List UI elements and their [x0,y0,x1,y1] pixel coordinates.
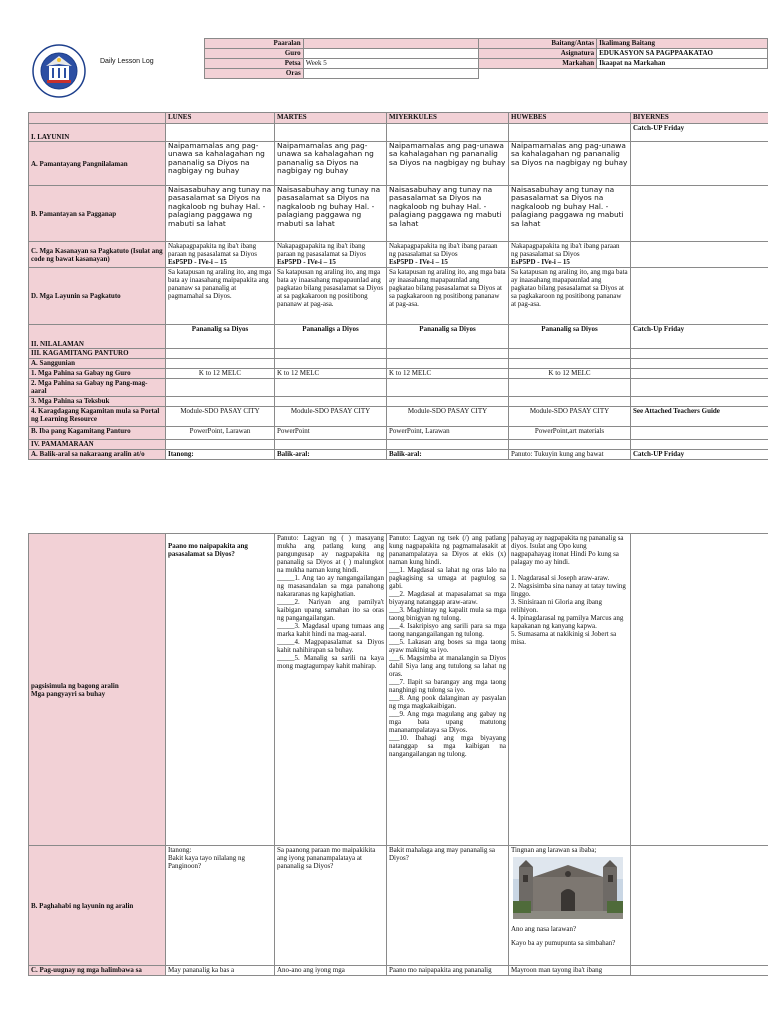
row-label-gabay-mag-aaral: 2. Mga Pahina sa Gabay ng Pang-mag-aaral [29,379,166,397]
layunin-pagkatuto-thu: Sa katapusan ng araling ito, ang mga bata ay inaasahang mapapaunlad ang pagkatao bilang pasasalamat sa Diyos at sa pagkakaroon ng positibong pananaw at pag-asa. [509,268,631,325]
day-thursday: HUWEBES [509,113,631,124]
kasanayan-code: EsP5PD - IVe-i – 15 [277,258,336,266]
layunin-pagkatuto-mon: Sa katapusan ng araling ito, ang mga bata ay inaasahang maipapakita ang pananaw sa pananalig at pagmamahal sa Diyos. [166,268,275,325]
balik-aral-fri: Catch-UP Friday [631,450,768,460]
kasanayan-tue [275,242,387,268]
row-label-nilalaman: II. NILALAMAN [29,325,166,349]
pamantayan-pagganap-thu: Naisasabuhay ang tunay na pasasalamat sa Diyos na nagkaloob ng buhay Hal. -palagiang paggawa ng mabuti sa lahat [509,186,631,242]
row-label-lr-portal: 4. Karagdagang Kagamitan mula sa Portal ng Learning Resource [29,407,166,427]
pag-uugnay-mon: May pananalig ka bas a [166,966,275,976]
kasanayan-text: Nakapagpapakita ng iba't ibang paraan ng pasasalamat sa Diyos [511,242,620,258]
kasanayan-text: Nakapagpapakita ng iba't ibang paraan ng pasasalamat sa Diyos [389,242,498,258]
kasanayan-code: EsP5PD - IVe-i – 15 [168,258,227,266]
nilalaman-fri: Catch-Up Friday [631,325,768,349]
oras-value [303,69,478,79]
day-friday: BIYERNES [631,113,768,124]
pamantayang-pangnilalaman-mon: Naipamamalas ang pag-unawa sa kahalagahan ng pananalig sa Diyos na nagbigay ng buhay [166,142,275,186]
balik-aral-tue: Balik-aral: [275,450,387,460]
guro-label: Guro [205,49,304,59]
row-label-teksbuk: 3. Mga Pahina sa Teksbuk [29,397,166,407]
row-label-pamantayang-pangnilalaman: A. Pamantayang Pangnilalaman [29,142,166,186]
gabay-guro-mon: K to 12 MELC [166,369,275,379]
lr-portal-wed: Module-SDO PASAY CITY [387,407,509,427]
balik-aral-mon: Itanong: [166,450,275,460]
day-monday: LUNES [166,113,275,124]
lr-portal-thu: Module-SDO PASAY CITY [509,407,631,427]
asignatura-value: EDUKASYON SA PAGPPAAKATAO [597,49,768,59]
kasanayan-mon [166,242,275,268]
gabay-guro-thu: K to 12 MELC [509,369,631,379]
gabay-guro-wed: K to 12 MELC [387,369,509,379]
baitang-label: Baitang/Antas [478,39,597,49]
row-label-layunin: I. LAYUNIN [29,124,166,142]
lr-portal-tue: Module-SDO PASAY CITY [275,407,387,427]
pamantayang-pangnilalaman-wed: Naipamamalas ang pag-unawa sa kahalagahan ng pananalig sa Diyos na nagbigay ng buhay [387,142,509,186]
markahan-label: Markahan [478,59,597,69]
pagsisimula-thu: pahayag ay nagpapakita ng pananalig sa diyos. Isulat ang Opo kung nagpapahayag itonat Hindi Po kung sa palagay mo ay hindi. 1. Nagdarasal si Joseph araw-araw. 2. Nagsisimba sina nanay at tatay tuwing linggo. 3. Sinisiraan ni Gloria ang ibang relihiyon. 4. Ipinagdarasal ng pamilya Marcus ang kapakanan ng kanyang kapwa. 5. Sumasama at nakikinig si Jobert sa misa. [509,534,631,846]
petsa-label: Petsa [205,59,304,69]
guro-value [303,49,478,59]
gabay-guro-tue: K to 12 MELC [275,369,387,379]
lesson-table-page-2 [28,533,768,976]
pag-uugnay-wed: Paano mo naipapakita ang pananalig [387,966,509,976]
row-label-layunin-pagkatuto: D. Mga Layunin sa Pagkatuto [29,268,166,325]
paghahabi-thu-question-2: Kayo ba ay pumupunta sa simbahan? [511,939,616,947]
asignatura-label: Asignatura [478,49,597,59]
church-photo [513,857,623,919]
iba-kagamitan-thu: PowerPoint,art materials [509,427,631,440]
row-label-kasanayan: C. Mga Kasanayan sa Pagkatuto (Isulat ang code ng bawat kasanayan) [29,242,166,268]
iba-kagamitan-tue: PowerPoint [275,427,387,440]
paaralan-value [303,39,478,49]
iba-kagamitan-fri [631,427,768,440]
pagsisimula-wed: Panuto: Lagyan ng tsek (/) ang patlang kung nagpapakita ng pagmamalasakit at pananampalataya sa Diyos at ekis (x) naman kung hindi. ___1. Magdasal sa lahat ng oras lalo na pagkagising sa umaga at pagtulog sa gabi. ___2. Magdasal at mapasalamat sa mga biyayang natanggap araw-araw. ___3. Maghintay ng kapalit mula sa mga taong binigyan ng tulong. ___4. Isakripisyo ang sarili para sa mga taong nangangailangan ng tulong. ___5. Lakasan ang boses sa mga taong ayaw makinig sa iyo. ___6. Magsimba at manalangin sa Diyos dahil Siya lang ang tutulong sa lahat ng oras. ___7. Ilapit sa barangay ang mga taong nanghingi ng tulong sa iyo. ___8. Ang pook dalanginan ay pasyalan ng mga magkakaibigan. ___9. Ang mga magulang ang gabay ng mga bata upang matutong mananampalataya sa Diyos. ___10. Ibahagi ang mga biyayang natanggap sa mga kaibigan na nangangailangan ng tulong. [387,534,509,846]
pamantayan-pagganap-tue: Naisasabuhay ang tunay na pasasalamat sa Diyos na nagkaloob ng buhay Hal. -palagiang paggawa ng mabuti sa lahat [275,186,387,242]
pag-uugnay-thu: Mayroon man tayong iba't ibang [509,966,631,976]
gabay-guro-fri [631,369,768,379]
balik-aral-thu: Panuto: Tukuyin kung ang bawat [509,450,631,460]
nilalaman-thu: Pananalig sa Diyos [509,325,631,349]
balik-aral-wed: Balik-aral: [387,450,509,460]
doc-title: Daily Lesson Log [100,58,154,65]
layunin-pagkatuto-tue: Sa katapusan ng araling ito, ang mga bata ay inaasahang mapapaunlad ang pagkatao bilang pasasalamat sa Diyos at sa pagkakaroon ng positibong pananaw at pag-asa. [275,268,387,325]
pamantayan-pagganap-mon: Naisasabuhay ang tunay na pasasalamat sa Diyos na nagkaloob ng buhay Hal. -palagiang paggawa ng mabuti sa lahat [166,186,275,242]
row-label-gabay-guro: 1. Mga Pahina sa Gabay ng Guro [29,369,166,379]
layunin-pagkatuto-wed: Sa katapusan ng araling ito, ang mga bata ay inaasahang mapapaunlad ang pagkatao bilang pasasalamat sa Diyos at sa pagkakaroon ng positibong pananaw at pag-asa. [387,268,509,325]
row-label-pag-uugnay: C. Pag-uugnay ng mga halimbawa sa [29,966,166,976]
catch-up-friday: Catch-UP Friday [631,124,768,142]
kasanayan-code: EsP5PD - IVe-i – 15 [389,258,448,266]
paghahabi-fri [631,846,768,966]
paaralan-label: Paaralan [205,39,304,49]
paghahabi-thu-question-1: Ano ang nasa larawan? [511,925,577,933]
row-label-pagsisimula: pagsisimula ng bagong aralin Mga pangyayri sa buhay [29,534,166,846]
nilalaman-mon: Pananalig sa Diyos [166,325,275,349]
row-label-pamantayan-pagganap: B. Pamantayan sa Pagganap [29,186,166,242]
iba-kagamitan-mon: PowerPoint, Larawan [166,427,275,440]
pagsisimula-tue: Panuto: Lagyan ng ( ) masayang mukha ang patlang kung ang pangungusap ay nagpapakita ng pananalig sa Diyos at ( ) malungkot na mukha naman kung hindi. _____1. Ang tao ay nangangailangan ng masasandalan sa mga panahong nakararanas ng kapighatian. _____2. Nariyan ang pamilya't kaibigan upang samahan ito sa oras ng pangangailangan. _____3. Magdasal upang tumaas ang marka kahit hindi na mag-aaral. _____4. Magpapasalamat sa Diyos kahit nahihirapan sa buhay. _____5. Manalig sa sarili na kaya mong magtagumpay kahit mahirap. [275,534,387,846]
pamantayang-pangnilalaman-tue: Naipamamalas ang pag-unawa sa kahalagahan ng pananalig sa Diyos na nagbigay ng buhay [275,142,387,186]
kasanayan-wed [387,242,509,268]
pagsisimula-mon: Paano mo naipapakita ang pasasalamat sa Diyos? [166,534,275,846]
baitang-value: Ikalimang Baitang [597,39,768,49]
markahan-value: Ikaapat na Markahan [597,59,768,69]
row-label-balik-aral: A. Balik-aral sa nakaraang aralin at/o [29,450,166,460]
paghahabi-mon: Itanong: Bakit kaya tayo nilalang ng Panginoon? [166,846,275,966]
pag-uugnay-tue: Ano-ano ang iyong mga [275,966,387,976]
row-label-paghahabi: B. Paghahabi ng layunin ng aralin [29,846,166,966]
row-label-iba-kagamitan: B. Iba pang Kagamitang Panturo [29,427,166,440]
day-tuesday: MARTES [275,113,387,124]
paghahabi-thu [509,846,631,966]
pag-uugnay-fri [631,966,768,976]
kasanayan-code: EsP5PD - IVe-i – 15 [511,258,570,266]
kasanayan-text: Nakapagpapakita ng iba't ibang paraan ng pasasalamat sa Diyos [168,242,258,258]
day-wednesday: MIYERKULES [387,113,509,124]
paghahabi-wed: Bakit mahalaga ang may pananalig sa Diyos? [387,846,509,966]
lesson-table [28,112,768,460]
pagsisimula-fri [631,534,768,846]
kasanayan-thu [509,242,631,268]
iba-kagamitan-wed: PowerPoint, Larawan [387,427,509,440]
row-label-sanggunian: A. Sanggunian [29,359,166,369]
row-label-pamamaraan: IV. PAMAMARAAN [29,440,166,450]
pamantayan-pagganap-wed: Naisasabuhay ang tunay na pasasalamat sa Diyos na nagkaloob ng buhay Hal. -palagiang paggawa ng mabuti sa lahat [387,186,509,242]
lr-portal-fri: See Attached Teachers Guide [631,407,768,427]
row-label-kagamitan: III. KAGAMITANG PANTURO [29,349,166,359]
petsa-value: Week 5 [303,59,478,69]
oras-label: Oras [205,69,304,79]
pamantayang-pangnilalaman-thu: Naipamamalas ang pag-unawa sa kahalagahan ng pananalig sa Diyos na nagbigay ng buhay [509,142,631,186]
paghahabi-thu-instruction: Tingnan ang larawan sa ibaba; [511,846,597,854]
nilalaman-wed: Pananalig sa Diyos [387,325,509,349]
nilalaman-tue: Pananaligs a Diyos [275,325,387,349]
lr-portal-mon: Module-SDO PASAY CITY [166,407,275,427]
kasanayan-text: Nakapagpapakita ng iba't ibang paraan ng pasasalamat sa Diyos [277,242,367,258]
paghahabi-tue: Sa paanong paraan mo maipakikita ang iyong pananampalataya at pananalig sa Diyos? [275,846,387,966]
header-table [28,38,768,79]
